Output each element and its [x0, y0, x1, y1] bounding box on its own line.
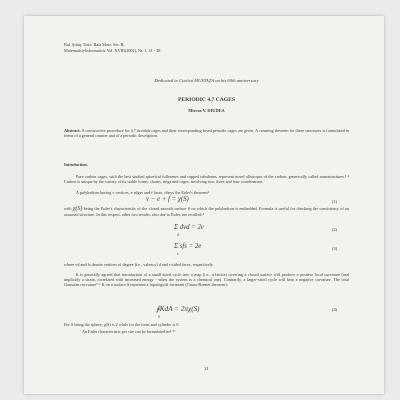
paragraph-intro: Pure carbon cages, with the best studied spherical fullerenes and capped tubulenes, represent novel allotropes of the carbon, generically called nanostructures.¹·² Carbon is unique by the variety of its stable forms: chains, rings and cages, involving two, three and four coordination. [64, 174, 349, 185]
abstract-label: Abstract. [64, 128, 81, 133]
journal-header-line2: Matematică-Informatică, Vol. XVIII(2002), Nr. 1, 31 - 38 [64, 48, 161, 53]
abstract [64, 128, 349, 154]
paragraph-chi-text: being the Euler's characteristic of the closed smooth surface S on which the polyhedron is embedded. Formula is useful for checking the consistency of an assumed structure. In this respect, other two results, also due to Euler, are recalled:⁴ [64, 206, 350, 218]
paragraph-curvature: It is generally agreed that introduction of a small-sized cycle into a map (i.e., a lattice) covering a closed surface will produce a positive local curvature (and implicitly a strain, correlated with increased energy - when the system is a chemical one). Contrarily, a larger-sized cycle will bear a negative curvature. The total Gaussian curvature⁵·⁶ K on a surface S represent a topological invariant (Gauss-Bonnet theorem): [64, 272, 349, 288]
paper-page [24, 16, 384, 394]
equation-4-number: (4) [332, 307, 338, 312]
equation-2: Σ dvd = 2e [174, 224, 204, 231]
abstract-text: A constructive procedure for 4.7 tiroidalr cages and their corresponding fused periodic cages are given. A counting theorem for these structures is formulated in terms of a general counter and of a periodic description. [64, 128, 349, 139]
paper-title: PERIODIC 4.7 CAGES [177, 97, 236, 103]
paragraph-per-site: An Euler characteristic per site can be formulated as⁴·⁵⁷ [82, 329, 176, 334]
author: Mircea V. DIUDEA [188, 108, 225, 113]
equation-4: ∮KdA = 2πχ(S) [156, 305, 200, 313]
paragraph-euler: A polyhedron having v vertices, e edges and f faces, obeys the Euler's theorem³ [76, 190, 209, 195]
section-heading: Introduction. [64, 162, 88, 167]
dedication: Dedicated to Costică MUSTAŢA on his 60th anniversary [154, 78, 259, 83]
equation-2-number: (2) [332, 227, 338, 232]
equation-4-subscript: S [158, 315, 160, 319]
equation-2-subscript: d [177, 233, 179, 237]
equation-3-subscript: s [177, 252, 179, 256]
paragraph-chi-label: with [64, 206, 72, 211]
paragraph-where: where vd and fs denote vertices of degree (i.e., valency) d and s-sided faces, respectively. [64, 262, 214, 267]
page-number: 31 [204, 366, 209, 371]
equation-1: v − e + f = χ(S) [146, 196, 189, 203]
paragraph-sphere: For S being the sphere, χ(S) is 2 while for the torus and cylinder is 0. [64, 322, 180, 327]
equation-1-number: (1) [332, 199, 338, 204]
equation-3: Σ sfs = 2e [174, 243, 202, 250]
equation-3-number: (3) [332, 246, 338, 251]
paragraph-chi [64, 206, 349, 217]
journal-header-line1: Bul. Ştiinţ. Univ. Baia Mare, Ser. B, [64, 42, 125, 47]
chi-symbol: χ(S) [72, 206, 83, 212]
